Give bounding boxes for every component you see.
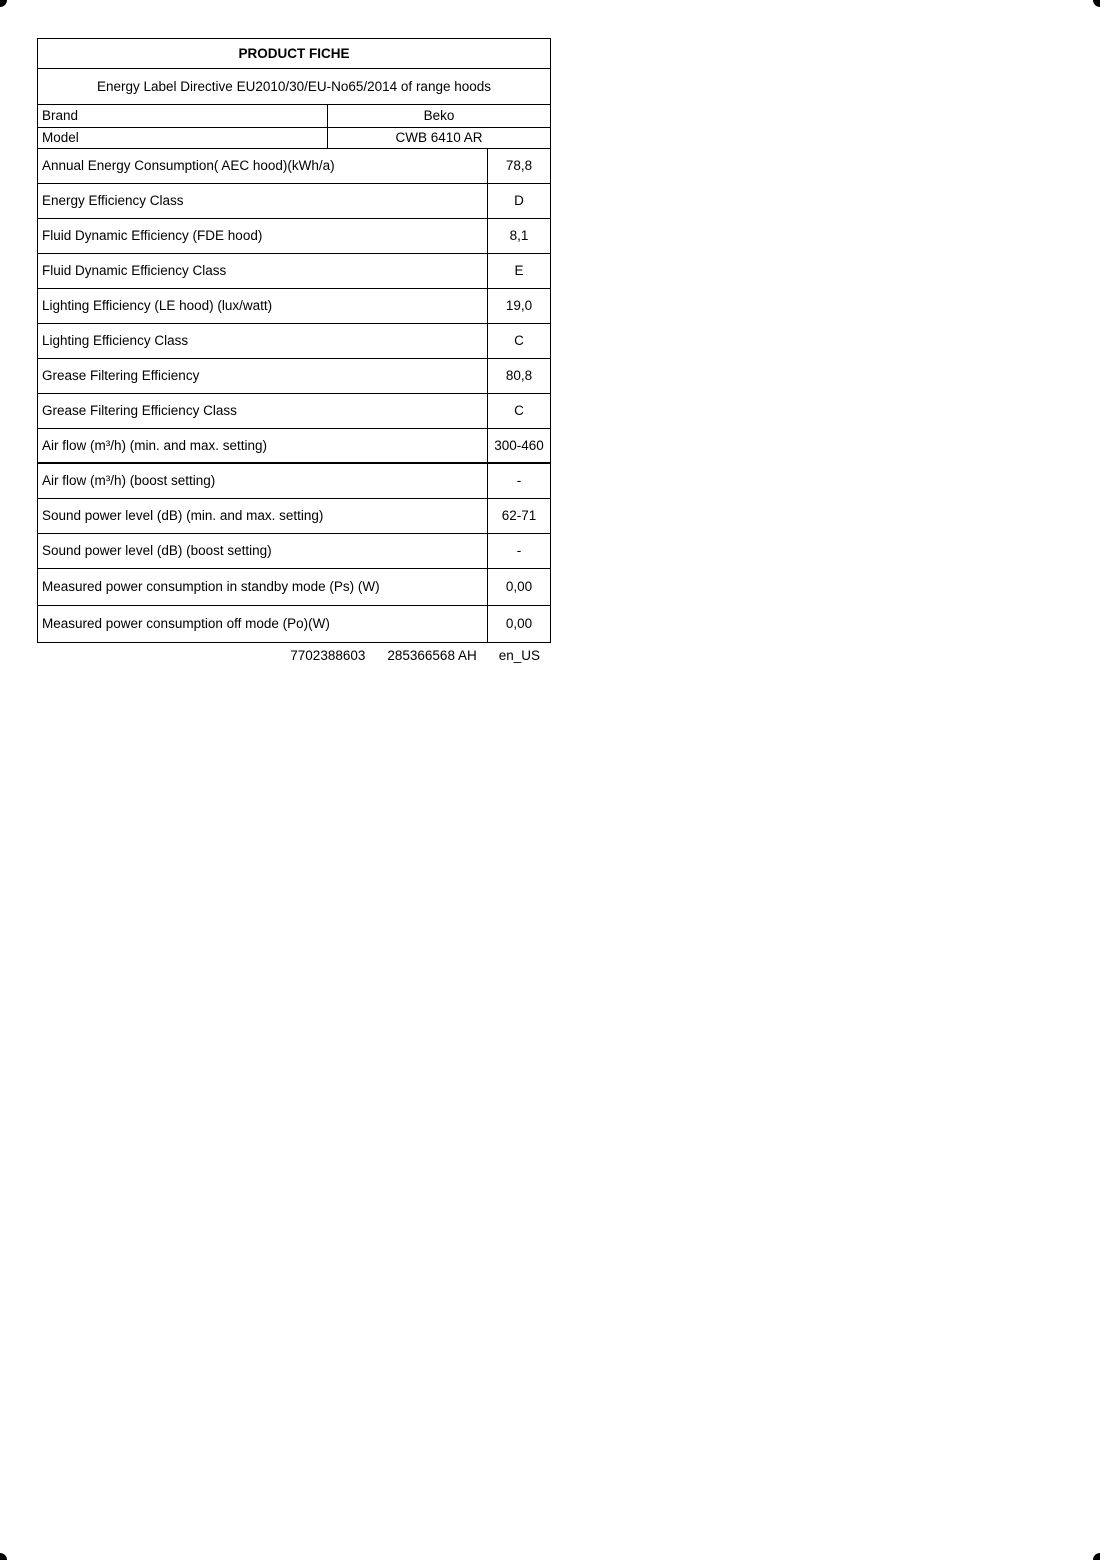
page-title: PRODUCT FICHE bbox=[238, 45, 350, 61]
model-label: Model bbox=[38, 128, 328, 148]
model-value: CWB 6410 AR bbox=[395, 130, 483, 146]
row-label: Air flow (m³/h) (boost setting) bbox=[38, 464, 488, 498]
scan-corner-mark-top-left bbox=[0, 0, 7, 7]
row-value: D bbox=[514, 193, 524, 209]
scan-corner-mark-bottom-left bbox=[0, 1553, 7, 1560]
row-label: Annual Energy Consumption( AEC hood)(kWh/a) bbox=[38, 149, 488, 183]
row-label: Lighting Efficiency Class bbox=[38, 324, 488, 358]
table-row bbox=[38, 394, 550, 429]
table-row bbox=[38, 606, 550, 642]
scan-corner-mark-bottom-right bbox=[1093, 1553, 1100, 1560]
row-value: 78,8 bbox=[505, 158, 533, 174]
table-row bbox=[38, 39, 550, 69]
table-row bbox=[38, 289, 550, 324]
row-label: Sound power level (dB) (boost setting) bbox=[38, 534, 488, 568]
scan-corner-mark-top-right bbox=[1093, 0, 1100, 7]
table-row bbox=[38, 429, 550, 464]
table-row bbox=[38, 324, 550, 359]
row-label: Air flow (m³/h) (min. and max. setting) bbox=[38, 429, 488, 462]
row-value: - bbox=[516, 473, 522, 489]
row-value: 0,00 bbox=[505, 616, 533, 632]
row-value: E bbox=[514, 263, 524, 279]
table-row bbox=[38, 184, 550, 219]
table-row bbox=[38, 499, 550, 534]
row-label: Measured power consumption off mode (Po)(W) bbox=[38, 606, 488, 642]
row-label: Grease Filtering Efficiency bbox=[38, 359, 488, 393]
brand-value: Beko bbox=[423, 108, 455, 124]
row-value: 62-71 bbox=[501, 508, 537, 524]
doc-number: 7702388603 bbox=[290, 648, 366, 663]
row-value: C bbox=[514, 333, 524, 349]
row-value: 300-460 bbox=[494, 437, 544, 453]
row-value: 0,00 bbox=[505, 579, 533, 595]
table-row bbox=[38, 149, 550, 184]
row-label: Energy Efficiency Class bbox=[38, 184, 488, 218]
directive-subtitle: Energy Label Directive EU2010/30/EU-No65/2014 of range hoods bbox=[97, 78, 491, 94]
part-number: 285366568 AH bbox=[387, 648, 477, 663]
table-row bbox=[38, 254, 550, 289]
model-row bbox=[38, 128, 550, 149]
row-label: Grease Filtering Efficiency Class bbox=[38, 394, 488, 428]
table-row bbox=[38, 359, 550, 394]
language-code: en_US bbox=[498, 648, 540, 663]
row-value: C bbox=[514, 403, 524, 419]
row-label: Fluid Dynamic Efficiency Class bbox=[38, 254, 488, 288]
table-row bbox=[38, 464, 550, 499]
brand-row bbox=[38, 105, 550, 128]
row-value: - bbox=[516, 543, 522, 559]
row-label: Sound power level (dB) (min. and max. setting) bbox=[38, 499, 488, 533]
row-value: 19,0 bbox=[505, 298, 533, 314]
table-row bbox=[38, 534, 550, 569]
row-value: 80,8 bbox=[505, 368, 533, 384]
table-row bbox=[38, 569, 550, 606]
row-value: 8,1 bbox=[509, 228, 529, 244]
row-label: Fluid Dynamic Efficiency (FDE hood) bbox=[38, 219, 488, 253]
product-fiche-table bbox=[37, 38, 551, 643]
row-label: Lighting Efficiency (LE hood) (lux/watt) bbox=[38, 289, 488, 323]
table-row bbox=[38, 69, 550, 105]
row-label: Measured power consumption in standby mode (Ps) (W) bbox=[38, 569, 488, 605]
brand-label: Brand bbox=[38, 105, 328, 127]
document-footer bbox=[37, 648, 540, 663]
table-row bbox=[38, 219, 550, 254]
